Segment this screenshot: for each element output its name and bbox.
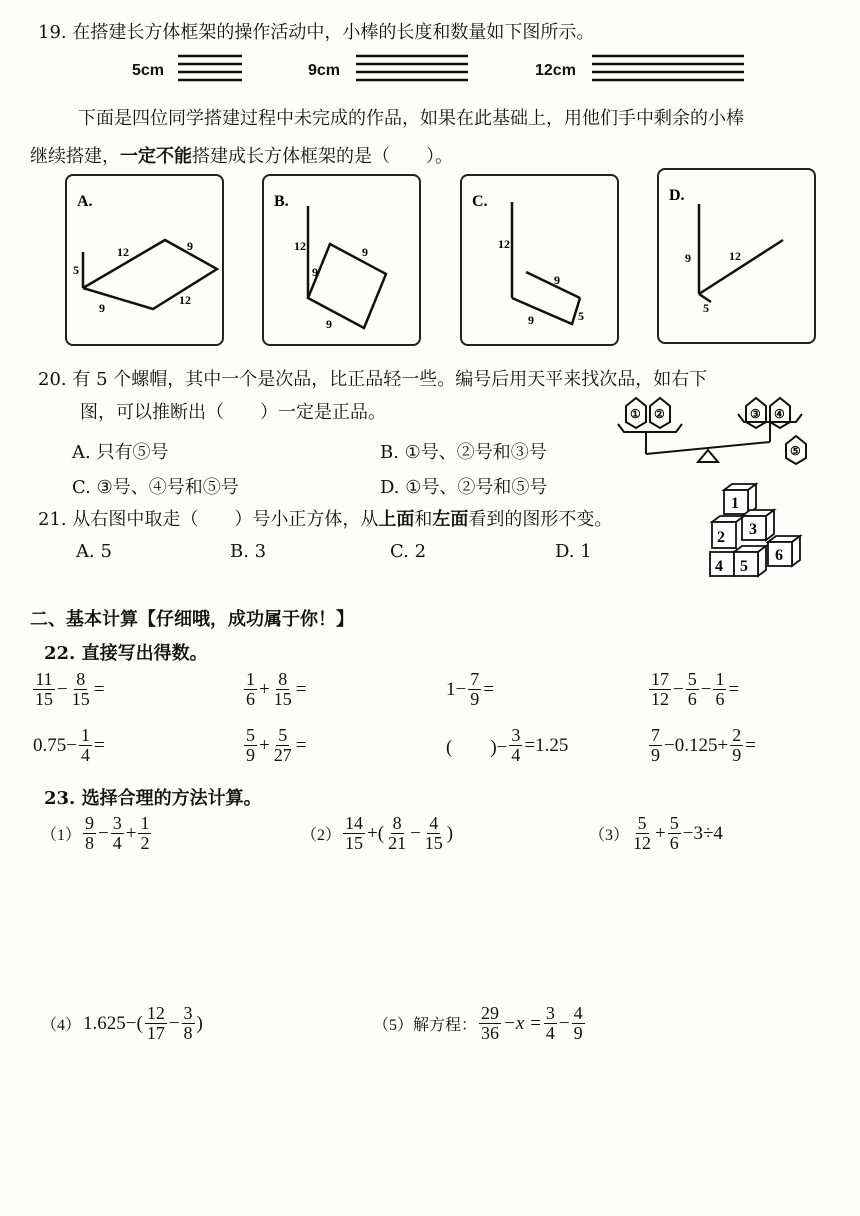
sticks-5cm-lines [176,50,246,90]
q21-option-a[interactable]: A. 5 [76,541,112,562]
q19-figure-d [659,170,814,342]
svg-text:4: 4 [715,558,723,575]
svg-text:5: 5 [703,301,709,315]
q20-option-b[interactable]: B. ①号、②号和③号 [380,442,547,463]
q22-item-5: 0.75− $\frac{1}{4}$ = [33,725,105,765]
q19-stem: 19. 在搭建长方体框架的操作活动中，小棒的长度和数量如下图所示。 [38,22,595,43]
stick-label-9cm: 9cm [308,62,341,79]
q21-stem: 21. 从右图中取走（ ）号小正方体，从上面和左面看到的图形不变。 [38,509,613,530]
sticks-12cm-lines [590,50,750,90]
sticks-9cm-lines [354,50,474,90]
svg-text:A.: A. [77,193,93,210]
section2-title: 二、基本计算【仔细哦，成功属于你！】 [30,609,354,630]
q23-title: 23. 选择合理的方法计算。 [44,788,262,809]
svg-text:12: 12 [498,237,510,251]
svg-text:3: 3 [749,521,757,538]
svg-text:②: ② [654,407,665,421]
svg-text:5: 5 [73,263,79,277]
svg-text:2: 2 [717,529,725,546]
svg-text:5: 5 [740,558,748,575]
q19-figure-c [462,176,617,344]
svg-text:⑤: ⑤ [790,444,801,458]
q23-problem-5: （5）解方程： $\frac{29}{36}$ −x = $\frac{3}{4}$ − $\frac{4}{9}$ [373,1003,583,1043]
svg-text:D.: D. [669,187,685,204]
q22-item-6: $\frac{5}{9}$ + $\frac{5}{27}$ = [246,725,307,765]
svg-text:12: 12 [729,249,741,263]
q22-item-1: $\frac{11}{15}$ − $\frac{8}{15}$ = [35,669,105,709]
svg-text:9: 9 [326,317,332,331]
q21-option-d[interactable]: D. 1 [555,541,592,562]
q20-line2: 图，可以推断出（ ）一定是正品。 [80,402,386,423]
svg-text:9: 9 [312,265,318,279]
q20-option-c[interactable]: C. ③号、④号和⑤号 [72,477,239,498]
svg-text:9: 9 [187,239,193,253]
q22-item-3: 1− $\frac{7}{9}$ = [446,669,494,709]
svg-text:12: 12 [294,239,306,253]
svg-text:1: 1 [731,495,739,512]
svg-text:12: 12 [179,293,191,307]
q23-problem-4: （4） 1.625−( $\frac{12}{17}$ − $\frac{3}{8}$ ) [41,1003,203,1043]
svg-text:9: 9 [685,251,691,265]
q20-option-a[interactable]: A. 只有⑤号 [72,442,169,463]
q19-line2: 下面是四位同学搭建过程中未完成的作品，如果在此基础上，用他们手中剩余的小棒 [78,108,744,129]
q20-option-d[interactable]: D. ①号、②号和⑤号 [380,477,548,498]
svg-text:5: 5 [578,309,584,323]
stick-label-12cm: 12cm [535,62,576,79]
q19-line3: 继续搭建，一定不能搭建成长方体框架的是（ ）。 [30,146,453,167]
stick-label-5cm: 5cm [132,62,165,79]
svg-text:①: ① [630,407,641,421]
q19-option-b[interactable] [262,174,421,346]
q23-problem-3: （3） $\frac{5}{12}$ + $\frac{5}{6}$ −3÷4 [589,813,723,853]
svg-text:9: 9 [554,273,560,287]
cube-stack-figure [704,480,814,584]
q19-figure-a [67,176,222,344]
balance-scale-figure [610,396,820,470]
svg-text:12: 12 [117,245,129,259]
q20-line1: 20. 有 5 个螺帽，其中一个是次品，比正品轻一些。编号后用天平来找次品，如右下 [38,369,708,390]
svg-text:6: 6 [775,547,783,564]
q19-option-d[interactable] [657,168,816,344]
q22-title: 22. 直接写出得数。 [44,643,208,664]
q22-item-4: $\frac{17}{12}$ − $\frac{5}{6}$ − $\frac{1}{6}$ = [651,669,740,709]
svg-text:C.: C. [472,193,488,210]
q21-option-b[interactable]: B. 3 [230,541,267,562]
q23-problem-2: （2） $\frac{14}{15}$ +( $\frac{8}{21}$ − $\frac{4}{15}$ ) [301,813,454,853]
q22-item-7: ( )− $\frac{3}{4}$ =1.25 [446,725,569,765]
svg-text:9: 9 [528,313,534,327]
q19-figure-b [264,176,419,344]
q19-option-a[interactable] [65,174,224,346]
svg-text:④: ④ [774,407,785,421]
q23-problem-1: （1） $\frac{9}{8}$ − $\frac{3}{4}$ + $\frac{1}{2}$ [41,813,150,853]
q21-option-c[interactable]: C. 2 [390,541,427,562]
svg-text:③: ③ [750,407,761,421]
svg-text:9: 9 [99,301,105,315]
q22-item-2: $\frac{1}{6}$ + $\frac{8}{15}$ = [246,669,307,709]
svg-text:B.: B. [274,193,289,210]
svg-text:9: 9 [362,245,368,259]
q22-item-8: $\frac{7}{9}$ −0.125+ $\frac{2}{9}$ = [651,725,756,765]
q19-option-c[interactable] [460,174,619,346]
